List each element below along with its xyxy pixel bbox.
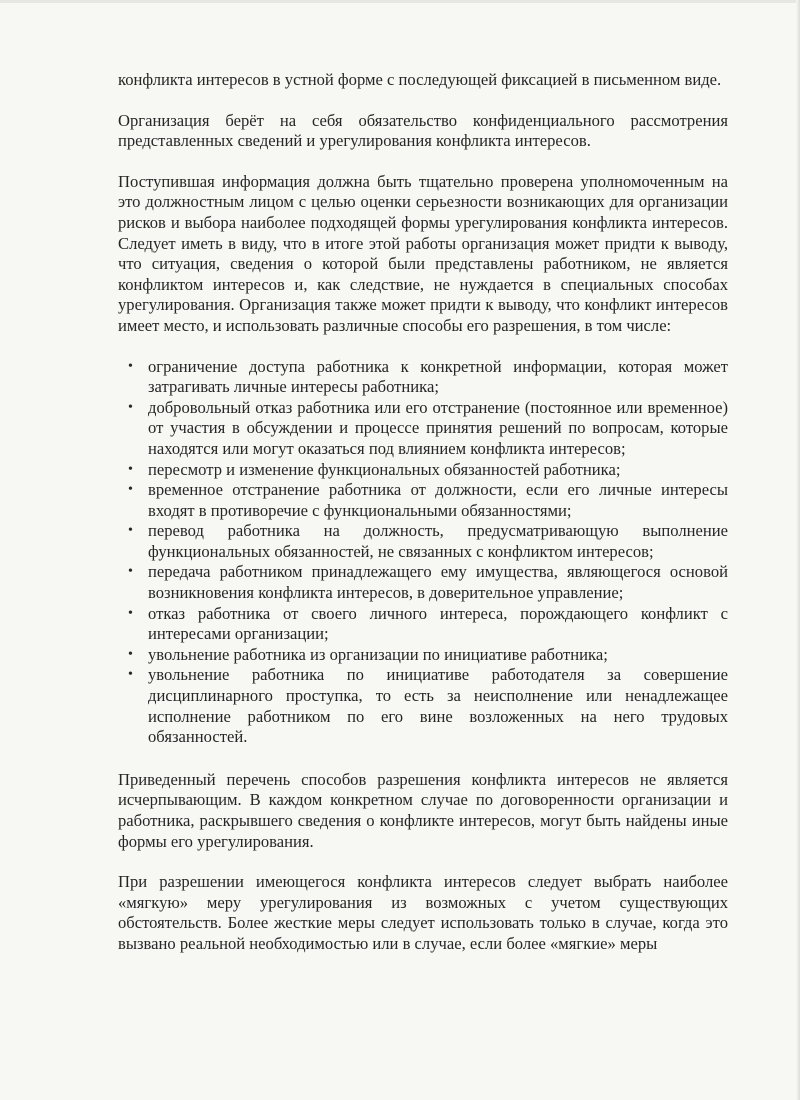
list-item <box>128 459 728 481</box>
paragraph-1: конфликта интересов в устной форме с последующей фиксацией в письменном виде. <box>118 70 722 89</box>
bullet-icon: • <box>128 646 133 662</box>
bullet-icon: • <box>128 667 133 683</box>
list-item-text: отказ работника от своего личного интереса, порождающего конфликт с интересами организации; <box>148 603 728 644</box>
scan-edge <box>796 0 800 1100</box>
list-item <box>128 480 728 521</box>
list-item-text: передача работником принадлежащего ему имущества, являющегося основой возникновения конфликта интересов, в доверительное управление; <box>148 562 728 603</box>
list-item <box>128 356 728 398</box>
bullet-icon: • <box>128 461 133 477</box>
list-item-text: пересмотр и изменение функциональных обязанностей работника; <box>148 459 621 479</box>
bullet-icon: • <box>128 358 133 374</box>
bullet-icon: • <box>128 605 133 621</box>
list-item <box>128 562 728 603</box>
bullet-icon: • <box>128 564 133 580</box>
list-item <box>128 521 728 562</box>
list-item <box>128 644 728 666</box>
list-item-text: добровольный отказ работника или его отстранение (постоянное или временное) от участия в обсуждении и процессе принятия решений по вопросам, которые находятся или могут оказаться под влиянием конфликта интересов; <box>148 397 728 458</box>
list-item-text: увольнение работника из организации по инициативе работника; <box>148 644 608 664</box>
bullet-icon: • <box>128 482 133 498</box>
list-item-text: временное отстранение работника от должности, если его личные интересы входят в противоречие с функциональными обязанностями; <box>148 480 728 520</box>
paragraph-5: При разрешении имеющегося конфликта интересов следует выбрать наиболее «мягкую» меру урегулирования из возможных с учетом существующих обстоятельств. Более жесткие меры следует использовать только в случае, когда это вызвано реальной необходимостью или в случае, если более «мягкие» меры <box>118 872 728 953</box>
list-item <box>128 397 728 460</box>
list-item-text: ограничение доступа работника к конкретной информации, которая может затрагивать личные интересы работника; <box>148 356 728 397</box>
list-item-text: перевод работника на должность, предусматривающую выполнение функциональных обязанностей, не связанных с конфликтом интересов; <box>148 521 728 561</box>
bullet-icon: • <box>128 523 133 539</box>
paragraph-2: Организация берёт на себя обязательство конфиденциального рассмотрения представленных сведений и урегулирования конфликта интересов. <box>118 110 728 151</box>
paragraph-3: Поступившая информация должна быть тщательно проверена уполномоченным на это должностным лицом с целью оценки серьезности возникающих для организации рисков и выбора наиболее подходящей формы урегулирования конфликта интересов. Следует иметь в виду, что в итоге этой работы организация может придти к выводу, что ситуация, сведения о которой были представлены работником, не является конфликтом интересов и, как следствие, не нуждается в специальных способах урегулирования. Организация также может придти к выводу, что конфликт интересов имеет место, и использовать различные способы его разрешения, в том числе: <box>118 171 728 335</box>
resolution-methods-list <box>118 357 728 748</box>
scan-edge <box>0 0 800 3</box>
bullet-icon: • <box>128 399 133 415</box>
list-item <box>128 603 728 645</box>
list-item <box>128 665 728 747</box>
paragraph-4: Приведенный перечень способов разрешения конфликта интересов не является исчерпывающим. В каждом конкретном случае по договоренности организации и работника, раскрывшего сведения о конфликте интересов, могут быть найдены иные формы его урегулирования. <box>118 769 728 851</box>
list-item-text: увольнение работника по инициативе работодателя за совершение дисциплинарного проступка, то есть за неисполнение или ненадлежащее исполнение работником по его вине возложенных на него трудовых обязанностей. <box>148 665 728 747</box>
